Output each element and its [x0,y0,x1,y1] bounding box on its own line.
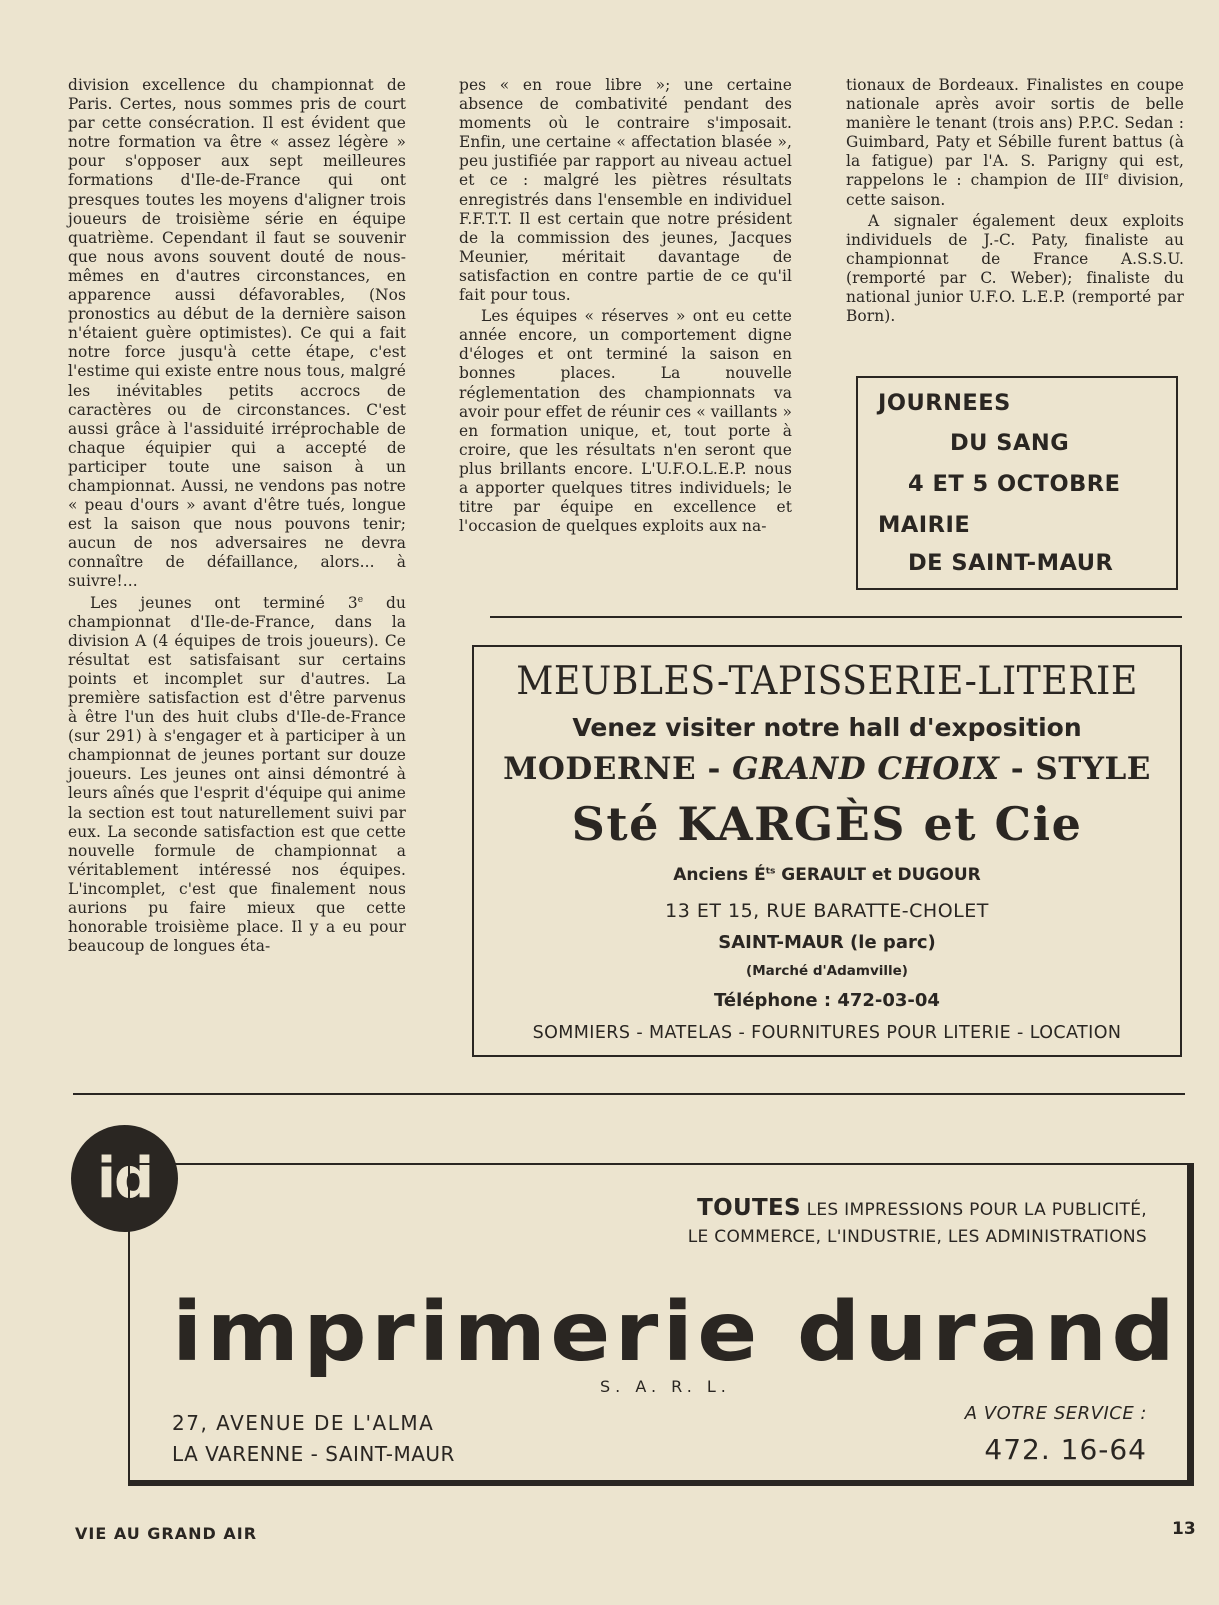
text-run: GERAULT et DUGOUR [775,865,981,885]
article-column-2 [459,76,792,536]
superscript: ts [765,866,776,877]
text-run: Anciens É [673,865,766,885]
article-paragraph: division excellence du championnat de Paris. Certes, nous sommes pris de court par cette consécration. Il est évident que notre formation va être « assez légère » pour s'opposer aux sept meilleures formations d'Ile-de-France qui ont presques toutes les moyens d'aligner trois joueurs de troisième série en équipe quatrième. Cependant il faut se souvenir que nous avons souvent douté de nous-mêmes en d'autres circonstances, en apparence aussi défavorables, (Nos pronostics au début de la dernière saison n'étaient guère optimistes). Ce qui a fait notre force jusqu'à cette étape, c'est l'estime qui existe entre nous tous, malgré les inévitables petits accrocs de caractères ou de circonstances. C'est aussi grâce à l'assiduité irréprochable de chaque équipier qui a accepté de participer toute une saison à un championnat. Aussi, ne vendons pas notre « peau d'ours » avant d'être tués, longue est la saison que nous pouvons tenir; aucun de nos adversaires ne devra connaître de défaillance, alors... à suivre!... [68,76,406,591]
notice-line: DU SANG [950,430,1070,456]
ad-services: SOMMIERS - MATELAS - FOURNITURES POUR LITERIE - LOCATION [532,1023,1122,1043]
article-paragraph: pes « en roue libre »; une certaine absence de combativité pendant des moments où le contraire s'imposait. Enfin, une certaine « affectation blasée », peu justifiée par rapport au niveau actuel et ce : malgré les piètres résultats enregistrés dans l'ensemble en individuel F.F.T.T. Il est certain que notre président de la commission des jeunes, Jacques Meunier, méritait davantage de satisfaction en contre partie de ce qu'il fait pour tous. [459,76,792,305]
ad-city: SAINT-MAUR (le parc) [718,932,936,953]
notice-line: 4 ET 5 OCTOBRE [908,471,1121,497]
blood-drive-notice [856,376,1178,590]
text-run: MODERNE - [503,751,733,787]
divider [490,616,1182,618]
article-column-1 [68,76,406,956]
text-run: tionaux de Bordeaux. Finalistes en coupe nationale après avoir sortis de belle manière le tenant (trois ans) P.P.C. Sedan : Guimbard, Paty et Sébille furent battus (à la fatigue) par l'A. S. Parigny qui est, rappelons le : champion de III [846,76,1184,190]
ad-address-line-2: LA VARENNE - SAINT-MAUR [172,1442,455,1466]
notice-line: JOURNEES [878,390,1011,416]
ad-tagline: Venez visiter notre hall d'exposition [572,713,1082,742]
ad-headline [697,1195,1147,1221]
notice-line: DE SAINT-MAUR [908,550,1114,576]
article-column-3 [846,76,1184,326]
text-run: - STYLE [999,751,1151,787]
furniture-advertisement [472,645,1182,1057]
superscript: e [1103,172,1109,183]
text-run: division, cette saison. [846,171,1184,209]
ad-styles [474,751,1180,787]
article-paragraph [846,76,1184,210]
superscript: e [357,594,364,605]
ad-company-name: imprimerie durand [172,1285,1180,1380]
ad-company-name: Sté KARGÈS et Cie [571,797,1083,851]
printing-advertisement [128,1163,1194,1486]
divider [73,1093,1185,1095]
text-run: TOUTES [697,1195,801,1221]
ad-title: MEUBLES-TAPISSERIE-LITERIE [516,659,1138,704]
ad-address-line-1: 27, AVENUE DE L'ALMA [172,1411,435,1435]
notice-line: MAIRIE [878,512,971,538]
ad-headline-2: LE COMMERCE, L'INDUSTRIE, LES ADMINISTRATIONS [687,1227,1147,1247]
ad-phone: 472. 16-64 [984,1433,1147,1466]
text-run: Les jeunes ont terminé 3 [90,593,358,612]
text-run: GRAND CHOIX [732,751,1000,787]
ad-former-names [474,865,1180,885]
article-paragraph: Les équipes « réserves » ont eu cette année encore, un comportement digne d'éloges et ont terminé la saison en bonnes places. La nouvelle réglementation des championnats va avoir pour effet de réunir ces « vaillants » en formation unique, et, tout porte à croire, que les résultats n'en seront que plus brillants encore. L'U.F.O.L.E.P. nous a apporter quelques titres individuels; le titre par équipe en excellence et l'occasion de quelques exploits aux na- [459,307,792,536]
article-paragraph [68,594,406,957]
article-paragraph: A signaler également deux exploits individuels de J.-C. Paty, finaliste au championnat de France A.S.S.U. (remporté par C. Weber); finaliste du national junior U.F.O. L.E.P. (remporté par Born). [846,211,1184,326]
text-run: LES IMPRESSIONS POUR LA PUBLICITÉ, [800,1200,1147,1220]
ad-legal-form: S. A. R. L. [600,1377,731,1396]
ad-phone: Téléphone : 472-03-04 [714,990,940,1011]
magazine-name: VIE AU GRAND AIR [75,1524,258,1543]
id-logo: id [71,1125,178,1232]
page-number: 13 [1172,1519,1196,1539]
text-run: du championnat d'Ile-de-France, dans la division A (4 équipes de trois joueurs). Ce résultat est satisfaisant sur certains points et incomplet sur d'autres. La première satisfaction est d'être parvenus à être l'un des huit clubs d'Ile-de-France (sur 291) à s'engager et à participer à un championnat de jeunes portant sur douze joueurs. Les jeunes ont ainsi démontré à leurs aînés que l'esprit d'équipe qui anime la section est tout naturellement suivi par eux. La seconde satisfaction est que cette nouvelle formule de championnat a véritablement intéressé nos équipes. L'incomplet, c'est que finalement nous aurions pu faire mieux que cette honorable troisième place. Il y a eu pour beaucoup de longues éta- [68,593,406,956]
ad-service-label: A VOTRE SERVICE : [964,1403,1147,1424]
ad-market: (Marché d'Adamville) [746,963,908,979]
ad-address: 13 ET 15, RUE BARATTE-CHOLET [665,900,989,922]
